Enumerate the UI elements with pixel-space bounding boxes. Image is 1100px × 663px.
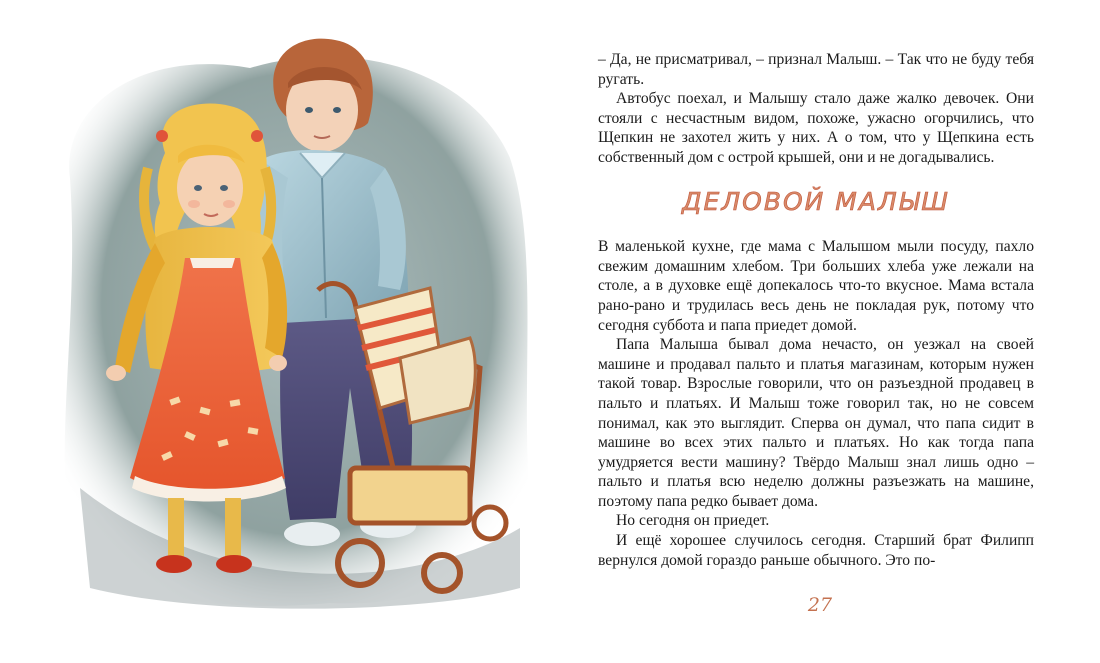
paragraph: И ещё хорошее случилось сегодня. Старший брат Филипп вернулся домой гораздо раньше обычного. Это по- xyxy=(598,532,1034,569)
paragraph: Автобус поехал, и Малышу стало даже жалко девочек. Они стояли с несчастным видом, похоже, ужасно огорчились, что Щепкин не захотел жить у них. А о том, что у Щепкина есть собственный дом с острой крышей, они и не догадывались. xyxy=(598,90,1034,166)
page-number: 27 xyxy=(807,594,833,616)
illustration xyxy=(50,28,540,618)
text-page xyxy=(598,50,1034,570)
chapter-title: ДЕЛОВОЙ МАЛЫШ xyxy=(682,186,950,216)
paragraph: Папа Малыша бывал дома нечасто, он уезжал на своей машине и продавал пальто и платья магазинам, которым нужен такой товар. Взрослые говорили, что он разъездной продавец в пальто и платьях. И Малыш тоже говорил так, но не совсем понимал, как это выглядит. Сперва он думал, что папа сидит в машине во всех этих пальто и платьях. Но как тогда папа умудряется вести машину? Твёрдо Малыш знал лишь одно – пальто и платья всю неделю должны разъезжать на машине, поэтому папа редко бывает дома. xyxy=(598,336,1034,510)
children-with-stroller-illustration xyxy=(50,28,540,618)
paragraph: В маленькой кухне, где мама с Малышом мыли посуду, пахло свежим домашним хлебом. Три больших хлеба уже лежали на столе, а в духовке ещё допекалось что-то вкусное. Мама встала рано-рано и трудилась весь день не покладая рук, потому что сегодня суббота и папа приедет домой. xyxy=(598,238,1034,334)
paragraph: – Да, не присматривал, – признал Малыш. – Так что не буду тебя ругать. xyxy=(598,51,1034,88)
paragraph: Но сегодня он приедет. xyxy=(616,512,770,530)
